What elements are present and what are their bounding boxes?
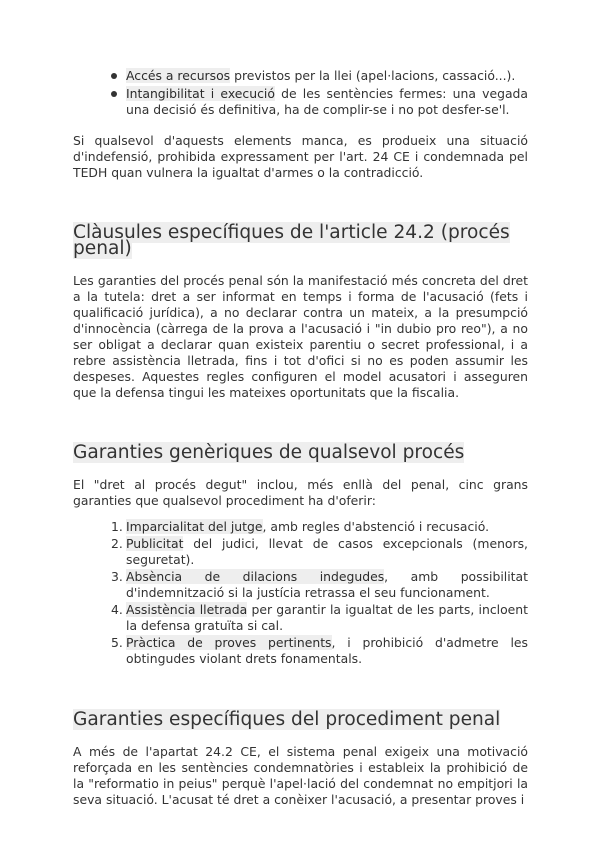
indefensio-paragraph: Si qualsevol d'aquests elements manca, es produeix una situació d'indefensió, prohibida expressament per l'art. 24 CE i condemnada pel TEDH quan vulnera la igualtat d'armes o la contradicció. [73, 133, 528, 180]
section-heading-article-24-2: Clàusules específiques de l'article 24.2 (procés penal) [73, 222, 510, 259]
guarantees-numbered-list [73, 519, 528, 667]
item-text: per garantir la igualtat de les parts, incloent la defensa gratuïta si cal. [126, 602, 528, 633]
list-item [73, 602, 528, 634]
rights-bullet-list [73, 68, 528, 118]
list-item [73, 519, 528, 535]
bullet-dot-icon [111, 73, 117, 79]
list-item [73, 68, 528, 84]
list-item [73, 569, 528, 601]
bullet-term: Accés a recursos [126, 68, 231, 83]
item-text: , i prohibició d'admetre les obtingudes violant drets fonamentals. [126, 635, 528, 666]
list-item [73, 86, 528, 118]
list-item [73, 635, 528, 667]
item-term: Pràctica de proves pertinents [126, 635, 332, 650]
item-term: Publicitat [126, 536, 184, 551]
item-number: 3. [111, 569, 123, 584]
item-number: 5. [111, 635, 123, 650]
section-heading-penal-procedure: Garanties específiques del procediment penal [73, 709, 501, 730]
item-text: del judici, llevat de casos excepcionals (menors, seguretat). [126, 536, 528, 567]
bullet-term: Intangibilitat i execució [126, 86, 275, 101]
item-term: Imparcialitat del jutge [126, 519, 263, 534]
bullet-text: de les sentències fermes: una vegada una decisió és definitiva, ha de complir-se i no pot desfer-se'l. [126, 86, 528, 117]
penal-guarantees-paragraph: Les garanties del procés penal són la manifestació més concreta del dret a la tutela: dret a ser informat en temps i forma de l'acusació (fets i qualificació jurídica), a no declarar contra un mateix, a la presumpció d'innocència (càrrega de la prova a l'acusació i "in dubio pro reo"), a no ser obligat a declarar quan existeix parentiu o secret professional, i a rebre assistència lletrada, fins i tot d'ofici si no es poden assumir les despeses. Aquestes regles configuren el model acusatori i asseguren que la defensa tingui les mateixes oportunitats que la fiscalia. [73, 273, 528, 400]
section-heading-generic-guarantees: Garanties genèriques de qualsevol procés [73, 442, 465, 463]
bullet-dot-icon [111, 91, 117, 97]
document-content [73, 68, 528, 808]
bullet-text: previstos per la llei (apel·lacions, cassació...). [230, 68, 516, 83]
item-term: Assistència lletrada [126, 602, 248, 617]
item-text: , amb possibilitat d'indemnització si la justícia retrassa el seu funcionament. [126, 569, 528, 600]
penal-procedure-paragraph: A més de l'apartat 24.2 CE, el sistema penal exigeix una motivació reforçada en les sentències condemnatòries i estableix la prohibició de la "reformatio in peius" perquè l'apel·lació del condemnat no empitjori la seva situació. L'acusat té dret a conèixer l'acusació, a presentar proves i [73, 744, 528, 807]
item-number: 4. [111, 602, 123, 617]
list-item [73, 536, 528, 568]
due-process-intro: El "dret al procés degut" inclou, més enllà del penal, cinc grans garanties que qualsevol procediment ha d'oferir: [73, 477, 528, 508]
item-number: 1. [111, 519, 123, 534]
item-text: , amb regles d'abstenció i recusació. [262, 519, 490, 534]
item-number: 2. [111, 536, 123, 551]
item-term: Absència de dilacions indegudes [126, 569, 385, 584]
